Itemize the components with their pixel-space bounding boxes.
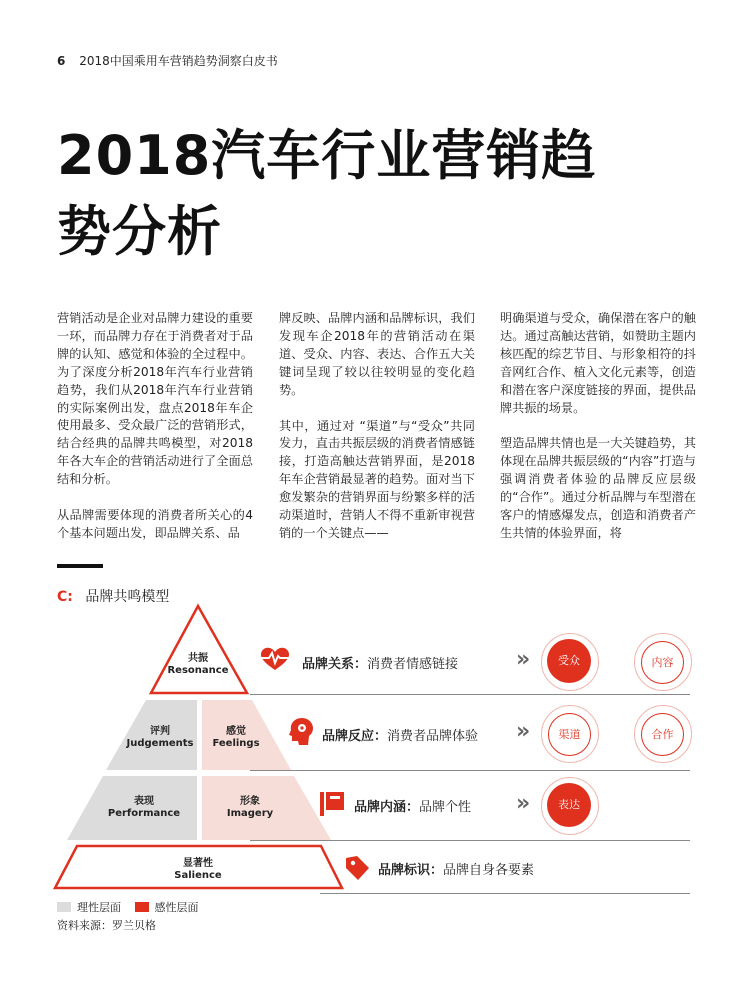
section-divider bbox=[57, 564, 103, 568]
page-title bbox=[57, 118, 697, 270]
keyword-badge: 表达 bbox=[547, 783, 591, 827]
source-note: 资料来源：罗兰贝格 bbox=[57, 919, 156, 932]
paragraph: 塑造品牌共情也是一大关键趋势，其体现在品牌共振层级的“内容”打造与强调消费者体验的品牌反应层级的“合作”。通过分析品牌与车型潜在客户的情感爆发点，创造和消费者产生共情的体验界面，将 bbox=[500, 436, 696, 540]
keyword-badge: 合作 bbox=[641, 713, 684, 756]
label-resonance: 共振 Resonance bbox=[167, 653, 229, 676]
tag-icon bbox=[344, 855, 370, 881]
text-column-3 bbox=[500, 310, 696, 561]
flag-icon bbox=[320, 792, 346, 816]
pyramid-resonance bbox=[151, 606, 247, 693]
row-brand-meaning: 品牌内涵：品牌个性 » 表达 bbox=[258, 792, 698, 852]
title-line-1: 2018汽车行业营销趋 bbox=[57, 124, 597, 187]
title-line-2: 势分析 bbox=[57, 200, 222, 263]
page-number: 6 bbox=[57, 54, 66, 68]
label-salience: 显著性 Salience bbox=[174, 858, 222, 881]
chevron-right-icon: » bbox=[516, 647, 531, 672]
row-brand-response: 品牌反应：消费者品牌体验 » 渠道 合作 bbox=[258, 718, 698, 778]
document-title: 2018中国乘用车营销趋势洞察白皮书 bbox=[79, 54, 278, 68]
head-gear-icon bbox=[288, 716, 316, 746]
keyword-badge: 渠道 bbox=[548, 713, 591, 756]
figure-legend: 理性层面 感性层面 bbox=[57, 899, 199, 915]
keyword-badge: 受众 bbox=[547, 639, 591, 683]
row-brand-identity: 品牌标识：品牌自身各要素 bbox=[258, 855, 698, 915]
paragraph: 营销活动是企业对品牌力建设的重要一环，而品牌力存在于消费者对于品牌的认知、感觉和体验的全过程中。为了深度分析2018年汽车行业营销趋势，我们从2018年汽车行业营销的实际案例出发，盘点2018年车企使用最多、受众最广泛的营销形式，结合经典的品牌共鸣模型，对2018年各大车企的营销活动进行了全面总结和分析。 bbox=[57, 311, 253, 487]
figure-label: C: bbox=[57, 589, 73, 605]
label-judgements: 评判 Judgements bbox=[126, 726, 194, 749]
label-performance: 表现 Performance bbox=[107, 796, 181, 819]
row-brand-relationship: 品牌关系：消费者情感链接 » 受众 内容 bbox=[258, 646, 698, 706]
figure-caption: 品牌共鸣模型 bbox=[85, 589, 170, 605]
keyword-badge: 内容 bbox=[641, 641, 684, 684]
paragraph: 从品牌需要体现的消费者所关心的4个基本问题出发，即品牌关系、品 bbox=[57, 508, 253, 540]
paragraph: 明确渠道与受众，确保潜在客户的触达。通过高触达营销，如赞助主题内核匹配的综艺节目、与形象相符的抖音网红合作、植入文化元素等，创造和潜在客户深度链接的界面，提供品牌共振的场景。 bbox=[500, 311, 696, 415]
chevron-right-icon: » bbox=[516, 719, 531, 744]
page-header bbox=[57, 52, 278, 69]
label-imagery: 形象 Imagery bbox=[226, 796, 274, 819]
chevron-right-icon: » bbox=[516, 791, 531, 816]
paragraph: 牌反映、品牌内涵和品牌标识，我们发现车企2018年的营销活动在渠道、受众、内容、表达、合作五大关键词呈现了较以往较明显的变化趋势。 bbox=[279, 311, 475, 397]
heart-pulse-icon bbox=[258, 646, 292, 672]
paragraph: 其中，通过对 “渠道”与“受众”共同发力，直击共振层级的消费者情感链接，打造高触达营销界面，是2018年车企营销最显著的趋势。面对当下愈发繁杂的营销界面与纷繁多样的活动渠道时，营销人不得不重新审视营销的一个关键点—— bbox=[279, 418, 475, 540]
text-column-1 bbox=[57, 310, 253, 561]
text-column-2 bbox=[279, 310, 475, 561]
legend-swatch-gray bbox=[57, 902, 71, 912]
label-feelings: 感觉 Feelings bbox=[212, 726, 260, 749]
legend-swatch-red bbox=[135, 902, 149, 912]
